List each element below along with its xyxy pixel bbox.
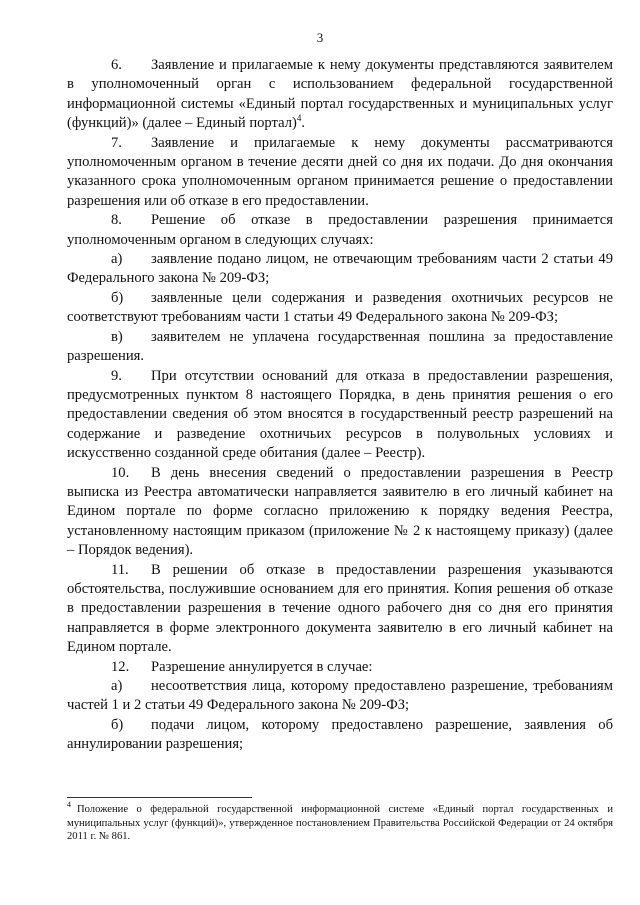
paragraph-number: б): [111, 716, 124, 733]
paragraph-text: В день внесения сведений о предоставлении разрешения в Реестр выписка из Реестра автоматически направляется заявителю в его личный кабинет на Едином портале по форме согласно приложению к порядку ведения Реестра, установленному настоящим приказом (приложение № 2 к настоящему приказу) (далее – Порядок ведения).: [67, 464, 613, 559]
subparagraph-12a: [67, 677, 613, 716]
paragraph-number: 10.: [111, 464, 130, 481]
footnote: [67, 800, 613, 844]
paragraph-text: Разрешение аннулируется в случае:: [151, 658, 373, 675]
subparagraph-12b: [67, 716, 613, 755]
paragraph-number: б): [111, 289, 124, 306]
footnote-divider: [67, 797, 252, 798]
paragraph-text: При отсутствии оснований для отказа в предоставлении разрешения, предусмотренных пунктом 8 настоящего Порядка, в день принятия решения о его предоставлении сведения об этом вносятся в государственный реестр разрешений на содержание и разведение охотничьих ресурсов в полувольных условиях и искусственно созданной среде обитания (далее – Реестр).: [67, 367, 613, 462]
subparagraph-8b: [67, 289, 613, 328]
paragraph-tail: .: [301, 115, 306, 132]
paragraph-8: [67, 211, 613, 250]
paragraph-12: [67, 658, 613, 677]
paragraph-text: Заявление и прилагаемые к нему документы представляются заявителем в уполномоченный орган с использованием федеральной государственной информационной системы «Единый портал государственных и муниципальных услуг (функций)» (далее – Единый портал): [67, 57, 613, 132]
subparagraph-8v: [67, 328, 613, 367]
paragraph-text: Решение об отказе в предоставлении разрешения принимается уполномоченным органом в следующих случаях:: [67, 212, 613, 248]
paragraph-number: 6.: [111, 57, 122, 73]
body-text: [67, 56, 613, 755]
paragraph-number: 12.: [111, 658, 130, 675]
subparagraph-8a: [67, 250, 613, 289]
paragraph-text: В решении об отказе в предоставлении разрешения указываются обстоятельства, послужившие основанием для его принятия. Копия решения об отказе в предоставлении разрешения в течение одного рабочего дня со дня его принятия направляется в форме электронного документа заявителю в его личный кабинет на Едином портале.: [67, 561, 613, 656]
paragraph-10: [67, 464, 613, 561]
paragraph-number: 7.: [111, 134, 122, 151]
paragraph-number: 8.: [111, 212, 122, 229]
paragraph-text: несоответствия лица, которому предоставлено разрешение, требованиям частей 1 и 2 статьи 49 Федерального закона № 209-ФЗ;: [67, 678, 613, 714]
paragraph-text: заявленные цели содержания и разведения охотничьих ресурсов не соответствуют требованиям части 1 статьи 49 Федерального закона № 209-ФЗ;: [67, 289, 613, 326]
paragraph-text: подачи лицом, которому предоставлено разрешение, заявления об аннулировании разрешения;: [67, 716, 613, 753]
paragraph-9: [67, 367, 613, 464]
footnote-reference: 4: [296, 113, 302, 124]
paragraph-number: в): [111, 328, 123, 345]
paragraph-number: а): [111, 678, 123, 694]
paragraph-text: Заявление и прилагаемые к нему документы рассматриваются уполномоченным органом в течение десяти дней со дня их подачи. До дня окончания указанного срока уполномоченным органом принимается решение о предоставлении разрешения или об отказе в его предоставлении.: [67, 134, 613, 209]
page-number: 3: [316, 30, 324, 45]
paragraph-11: [67, 561, 613, 658]
paragraph-7: [67, 134, 613, 212]
paragraph-number: 9.: [111, 367, 122, 384]
paragraph-text: заявителем не уплачена государственная пошлина за предоставление разрешения.: [67, 328, 613, 365]
paragraph-number: 11.: [111, 561, 129, 578]
paragraph-6: [67, 56, 613, 134]
footnote-text: Положение о федеральной государственной информационной системе «Единый портал государственных и муниципальных услуг (функций)», утвержденное постановлением Правительства Российской Федерации от 24 октября 2011 г. № 861.: [67, 804, 613, 842]
footnote-mark: 4: [67, 800, 71, 810]
paragraph-number: а): [111, 251, 123, 268]
paragraph-text: заявление подано лицом, не отвечающим требованиям части 2 статьи 49 Федерального закона № 209-ФЗ;: [67, 251, 613, 287]
